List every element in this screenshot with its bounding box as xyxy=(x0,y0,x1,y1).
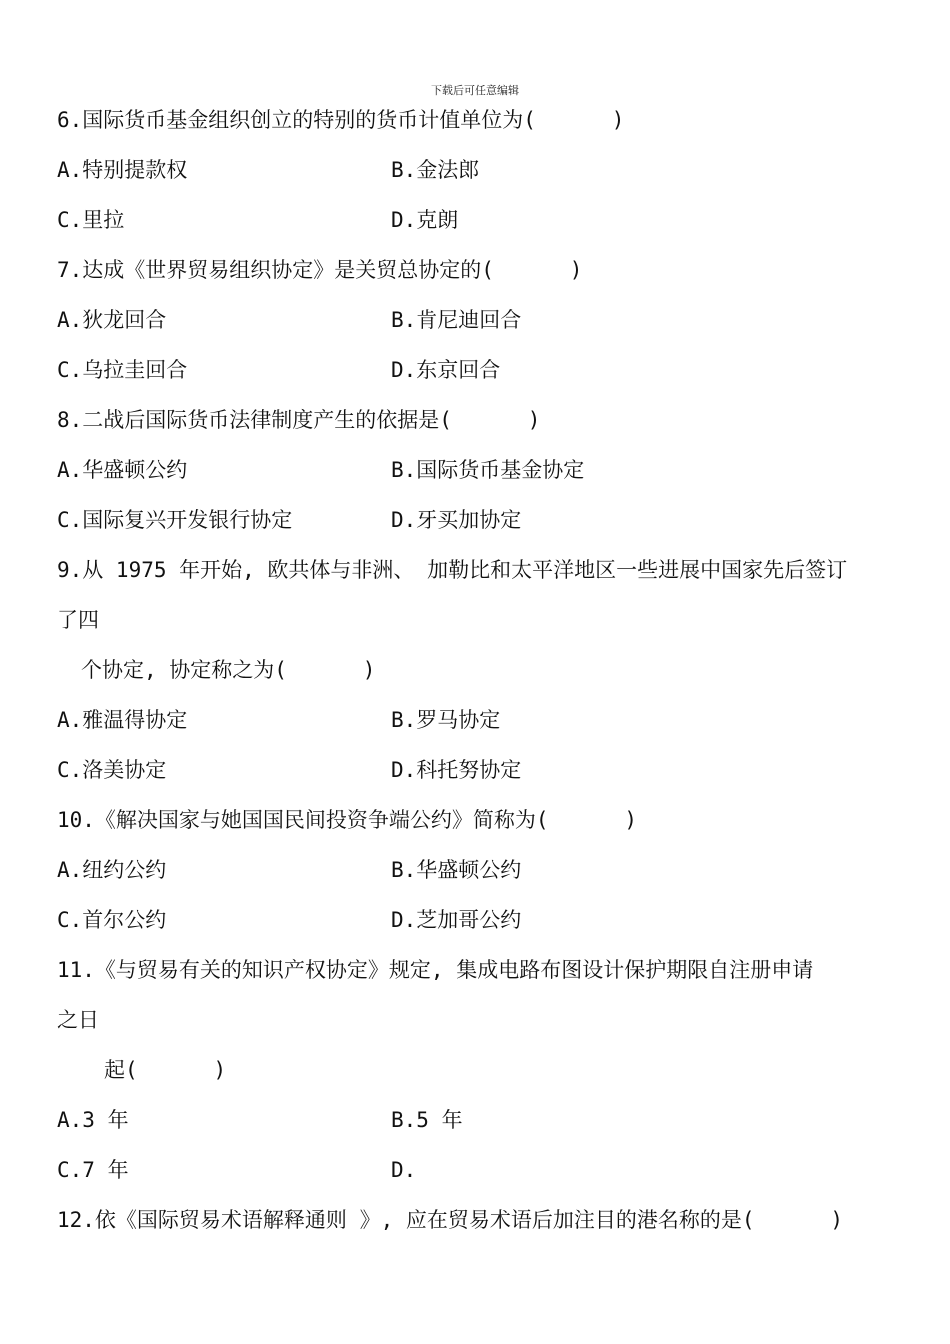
question-9-stem-line-1: 9.从 1975 年开始, 欧共体与非洲、 加勒比和太平洋地区一些进展中国家先后签订 xyxy=(57,558,848,582)
question-11-stem-line-3: 起( ) xyxy=(104,1058,227,1082)
question-11-stem-line-1: 11.《与贸易有关的知识产权协定》规定, 集成电路布图设计保护期限自注册申请 xyxy=(57,958,814,982)
question-7-stem: 7.达成《世界贸易组织协定》是关贸总协定的( ) xyxy=(57,258,583,282)
question-6-stem: 6.国际货币基金组织创立的特别的货币计值单位为( ) xyxy=(57,108,625,132)
question-10-option-a: A.纽约公约 xyxy=(57,858,167,882)
question-9-stem-line-2: 了四 xyxy=(57,608,99,632)
question-9-option-a: A.雅温得协定 xyxy=(57,708,188,732)
question-8-option-b: B.国际货币基金协定 xyxy=(391,458,585,482)
question-8-option-c: C.国际复兴开发银行协定 xyxy=(57,508,293,532)
question-6-option-b: B.金法郎 xyxy=(391,158,480,182)
question-11-option-b: B.5 年 xyxy=(391,1108,463,1132)
question-12-stem: 12.依《国际贸易术语解释通则 》, 应在贸易术语后加注目的港名称的是( ) xyxy=(57,1208,844,1232)
question-6-option-a: A.特别提款权 xyxy=(57,158,188,182)
question-11-option-d: D. xyxy=(391,1158,417,1182)
question-8-option-a: A.华盛顿公约 xyxy=(57,458,188,482)
question-7-option-c: C.乌拉圭回合 xyxy=(57,358,188,382)
question-9-option-d: D.科托努协定 xyxy=(391,758,522,782)
question-6-option-c: C.里拉 xyxy=(57,208,125,232)
question-7-option-b: B.肯尼迪回合 xyxy=(391,308,522,332)
question-9-option-b: B.罗马协定 xyxy=(391,708,501,732)
question-8-option-d: D.牙买加协定 xyxy=(391,508,522,532)
question-10-stem: 10.《解决国家与她国国民间投资争端公约》简称为( ) xyxy=(57,808,638,832)
question-9-stem-line-3: 个协定, 协定称之为( ) xyxy=(81,658,376,682)
page-header: 下载后可任意编辑 xyxy=(431,84,519,97)
question-8-stem: 8.二战后国际货币法律制度产生的依据是( ) xyxy=(57,408,541,432)
question-10-option-d: D.芝加哥公约 xyxy=(391,908,522,932)
question-11-option-a: A.3 年 xyxy=(57,1108,129,1132)
question-11-stem-line-2: 之日 xyxy=(57,1008,99,1032)
question-10-option-c: C.首尔公约 xyxy=(57,908,167,932)
question-7-option-d: D.东京回合 xyxy=(391,358,501,382)
question-9-option-c: C.洛美协定 xyxy=(57,758,167,782)
question-11-option-c: C.7 年 xyxy=(57,1158,129,1182)
question-10-option-b: B.华盛顿公约 xyxy=(391,858,522,882)
question-6-option-d: D.克朗 xyxy=(391,208,459,232)
question-7-option-a: A.狄龙回合 xyxy=(57,308,167,332)
